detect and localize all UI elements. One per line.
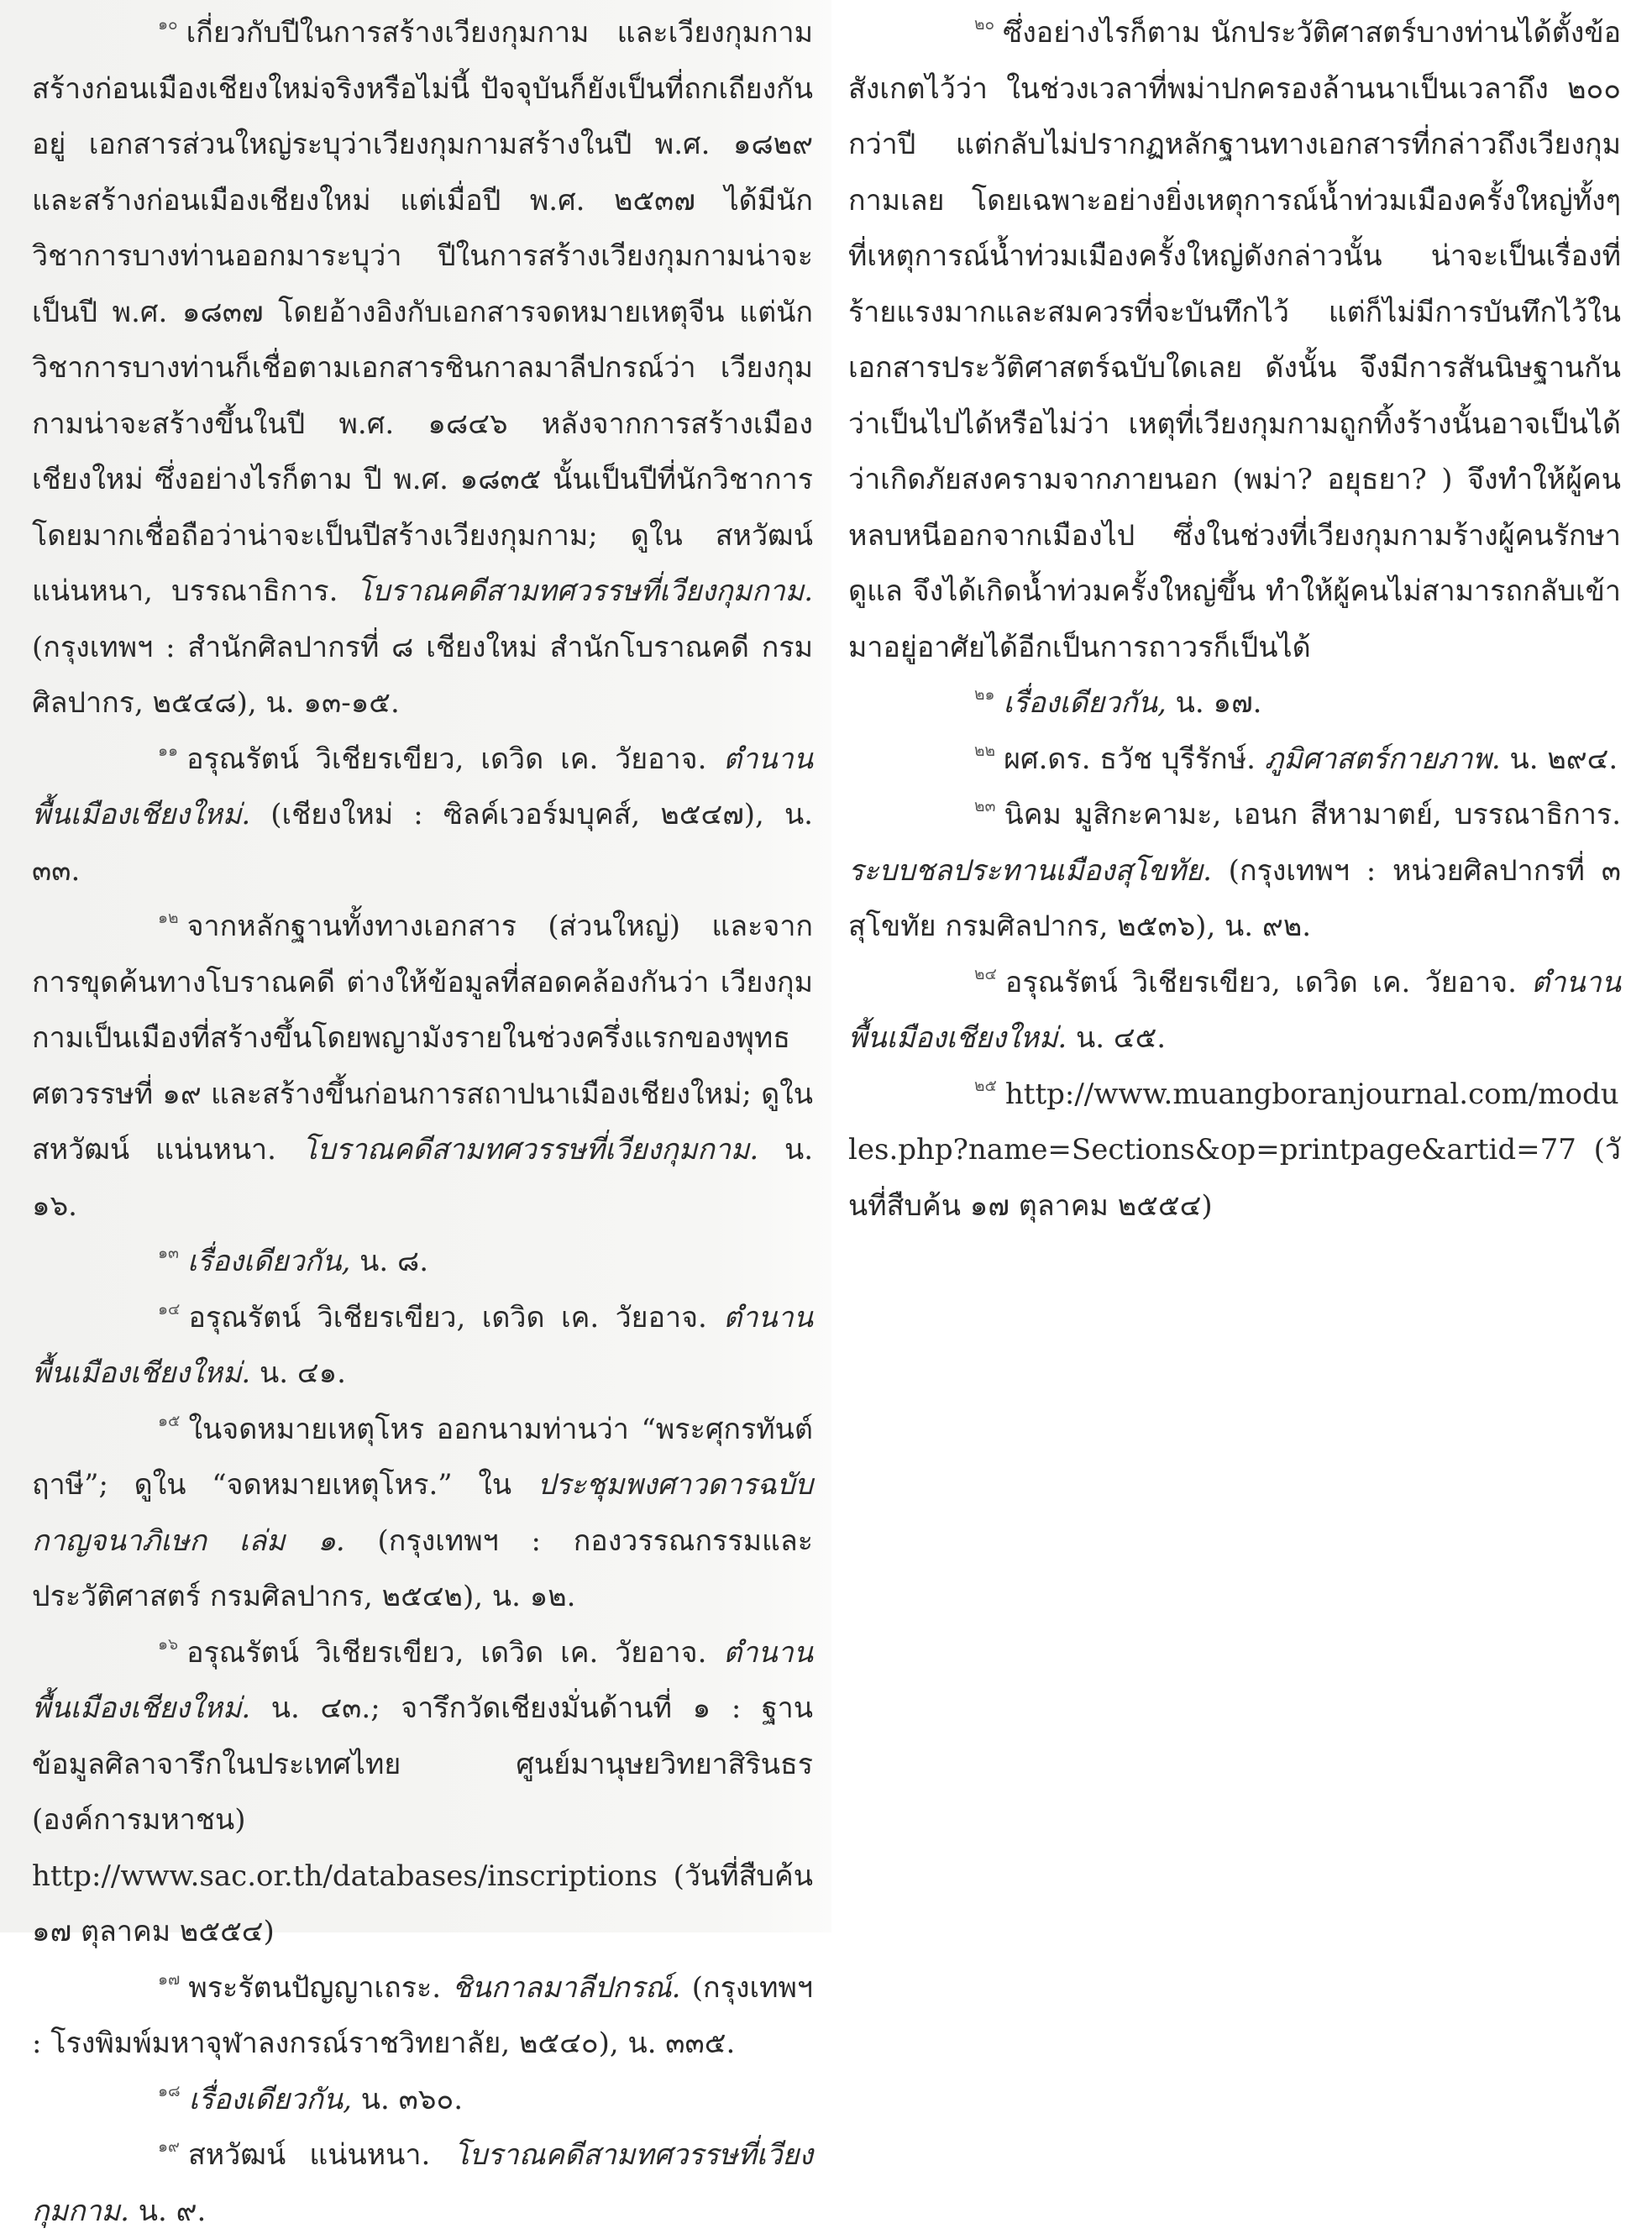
footnote (848, 5, 1621, 675)
footnote-text: (กรุงเทพฯ : โรงพิมพ์มหาจุฬาลงกรณ์ราชวิทยาลัย, ๒๕๔๐), น. ๓๓๕. (32, 1970, 814, 2060)
footnote-text: ผศ.ดร. ธวัช บุรีรักษ์. (1004, 742, 1265, 776)
footnote-title-italic: เรื่องเดียวกัน, (188, 2082, 352, 2116)
footnote-text: น. ๑๗. (1166, 686, 1262, 720)
footnote (32, 1290, 813, 1402)
footnote-text: (กรุงเทพฯ : กองวรรณกรรมและประวัติศาสตร์ กรมศิลปากร, ๒๕๔๒), น. ๑๒. (32, 1523, 813, 1613)
footnote-title-italic: โบราณคดีสามทศวรรษที่เวียงกุมกาม. (302, 1133, 759, 1167)
footnote-number: ๑๐ (158, 15, 178, 34)
footnote-title-italic: ตำนานพื้นเมืองเชียงใหม่. (32, 1300, 813, 1390)
footnote (848, 675, 1621, 731)
footnote-number: ๑๙ (158, 2137, 180, 2156)
footnote-title-italic: เรื่องเดียวกัน, (1003, 686, 1167, 720)
footnote-text: น. ๔๑. (250, 1356, 346, 1390)
footnote-text: (เชียงใหม่ : ซิลค์เวอร์มบุคส์, ๒๕๔๗), น. ๓๓. (32, 798, 813, 888)
footnote-number: ๑๕ (158, 1411, 181, 1430)
footnote (32, 899, 813, 1234)
footnote-text: (กรุงเทพฯ : หน่วยศิลปากรที่ ๓ สุโขทัย กรมศิลปากร, ๒๕๓๖), น. ๙๒. (848, 853, 1621, 943)
footnote (32, 731, 813, 899)
footnote-number: ๒๑ (974, 685, 995, 704)
footnote-title-italic: ชินกาลมาลีปกรณ์. (452, 1970, 681, 2005)
footnote-text: น. ๘. (350, 1245, 429, 1278)
footnote (848, 787, 1621, 955)
footnote-number: ๑๒ (158, 909, 179, 927)
footnote-text: อรุณรัตน์ วิเชียรเขียว, เดวิด เค. วัยอาจ. (188, 1300, 724, 1334)
footnote-title-italic: ตำนานพื้นเมืองเชียงใหม่. (32, 1635, 813, 1725)
footnote-text: น. ๔๓.; จารึกวัดเชียงมั่นด้านที่ ๑ : ฐานข้อมูลศิลาจารึกในประเทศไทย ศูนย์มานุษยวิทยาสิรินธร (องค์การมหาชน) http://www.sac.or.th/databases/inscriptions (วันที่สืบค้น ๑๗ ตุลาคม ๒๕๕๔) (32, 1691, 813, 1948)
footnote-number: ๒๕ (974, 1076, 997, 1095)
footnote-title-italic: ตำนานพื้นเมืองเชียงใหม่. (32, 742, 813, 831)
footnote-number: ๑๗ (158, 1969, 181, 1989)
footnote-text: http://www.muangboranjournal.com/modules.php?name=Sections&op=printpage&artid=77 (วันที่สืบค้น ๑๗ ตุลาคม ๒๕๕๔) (848, 1077, 1621, 1223)
footnote-title-italic: ภูมิศาสตร์กายภาพ. (1264, 742, 1501, 776)
footnote (32, 2072, 813, 2128)
footnote-text: นิคม มูสิกะคามะ, เอนก สีหามาตย์, บรรณาธิการ. (1004, 798, 1621, 831)
footnote-text: ในจดหมายเหตุโหร ออกนามท่านว่า “พระศุกรทันต์ฤาษี”; ดูใน “จดหมายเหตุโหร.” ใน (32, 1412, 813, 1502)
footnote-text: น. ๓๖๐. (351, 2082, 464, 2116)
footnote-number: ๑๘ (158, 2081, 181, 2100)
footnote-text: อรุณรัตน์ วิเชียรเขียว, เดวิด เค. วัยอาจ. (186, 1635, 724, 1670)
footnote-text: พระรัตนปัญญาเถระ. (188, 1970, 453, 2005)
footnote-text: ซึ่งอย่างไรก็ตาม นักประวัติศาสตร์บางท่านได้ตั้งข้อสังเกตไว้ว่า ในช่วงเวลาที่พม่าปกครองล้านนาเป็นเวลาถึง ๒๐๐ กว่าปี แต่กลับไม่ปรากฏหลักฐานทางเอกสารที่กล่าวถึงเวียงกุมกามเลย โดยเฉพาะอย่างยิ่งเหตุการณ์น้ำท่วมเมืองครั้งใหญ่ทั้งๆ ที่เหตุการณ์น้ำท่วมเมืองครั้งใหญ่ดังกล่าวนั้น น่าจะเป็นเรื่องที่ร้ายแรงมากและสมควรที่จะบันทึกไว้ แต่ก็ไม่มีการบันทึกไว้ในเอกสารประวัติศาสตร์ฉบับใดเลย ดังนั้น จึงมีการสันนิษฐานกันว่าเป็นไปได้หรือไม่ว่า เหตุที่เวียงกุมกามถูกทิ้งร้างนั้นอาจเป็นได้ว่าเกิดภัยสงครามจากภายนอก (พม่า? อยุธยา? ) จึงทำให้ผู้คนหลบหนีออกจากเมืองไป ซึ่งในช่วงที่เวียงกุมกามร้างผู้คนรักษาดูแล จึงได้เกิดน้ำท่วมครั้งใหญ่ขึ้น ทำให้ผู้คนไม่สามารถกลับเข้ามาอยู่อาศัยได้อีกเป็นการถาวรก็เป็นได้ (848, 16, 1621, 664)
footnote-number: ๒๐ (974, 15, 995, 34)
footnote (848, 731, 1621, 788)
footnote-text: จากหลักฐานทั้งทางเอกสาร (ส่วนใหญ่) และจากการขุดค้นทางโบราณคดี ต่างให้ข้อมูลที่สอดคล้องกันว่า เวียงกุมกามเป็นเมืองที่สร้างขึ้นโดยพญามังรายในช่วงครึ่งแรกของพุทธศตวรรษที่ ๑๙ และสร้างขึ้นก่อนการสถาปนาเมืองเชียงใหม่; ดูใน สหวัฒน์ แน่นหนา. (32, 910, 813, 1167)
footnote-number: ๒๒ (974, 741, 996, 760)
footnote-text: น. ๔๕. (1067, 1021, 1167, 1055)
footnote-title-italic: เรื่องเดียวกัน, (187, 1245, 351, 1278)
footnote-text: เกี่ยวกับปีในการสร้างเวียงกุมกาม และเวียงกุมกามสร้างก่อนเมืองเชียงใหม่จริงหรือไม่นี้ ปัจจุบันก็ยังเป็นที่ถกเถียงกันอยู่ เอกสารส่วนใหญ่ระบุว่าเวียงกุมกามสร้างในปี พ.ศ. ๑๘๒๙ และสร้างก่อนเมืองเชียงใหม่ แต่เมื่อปี พ.ศ. ๒๕๓๗ ได้มีนักวิชาการบางท่านออกมาระบุว่า ปีในการสร้างเวียงกุมกามน่าจะเป็นปี พ.ศ. ๑๘๓๗ โดยอ้างอิงกับเอกสารจดหมายเหตุจีน แต่นักวิชาการบางท่านก็เชื่อตามเอกสารชินกาลมาลีปกรณ์ว่า เวียงกุมกามน่าจะสร้างขึ้นในปี พ.ศ. ๑๘๔๖ หลังจากการสร้างเมืองเชียงใหม่ ซึ่งอย่างไรก็ตาม ปี พ.ศ. ๑๘๓๕ นั้นเป็นปีที่นักวิชาการโดยมากเชื่อถือว่าน่าจะเป็นปีสร้างเวียงกุมกาม; ดูใน สหวัฒน์ แน่นหนา, บรรณาธิการ. (32, 16, 813, 608)
left-footnote-column (32, 5, 813, 2239)
footnote-number: ๑๓ (158, 1244, 180, 1262)
footnote-text: สหวัฒน์ แน่นหนา. (187, 2138, 454, 2172)
footnote (32, 1625, 813, 1960)
footnote (32, 1960, 813, 2072)
footnote-number: ๑๖ (158, 1634, 179, 1654)
footnote-title-italic: ประชุมพงศาวดารฉบับกาญจนาภิเษก เล่ม ๑. (32, 1468, 813, 1558)
footnote-title-italic: ระบบชลประทานเมืองสุโขทัย. (848, 853, 1212, 888)
right-footnote-column (848, 5, 1621, 1234)
footnote (32, 2127, 813, 2239)
footnote-number: ๒๔ (974, 964, 997, 983)
footnote-number: ๒๓ (974, 797, 996, 815)
footnote-text: น. ๑๖. (32, 1133, 814, 1223)
footnote (848, 955, 1621, 1067)
footnote-title-italic: โบราณคดีสามทศวรรษที่เวียงกุมกาม. (356, 574, 813, 608)
footnote-text: น. ๙. (128, 2194, 207, 2228)
footnote-number: ๑๔ (158, 1299, 181, 1319)
footnote-text: (กรุงเทพฯ : สำนักศิลปากรที่ ๘ เชียงใหม่ สำนักโบราณคดี กรมศิลปากร, ๒๕๔๘), น. ๑๓-๑๕. (32, 630, 813, 720)
footnote (32, 1234, 813, 1290)
footnote-text: อรุณรัตน์ วิเชียรเขียว, เดวิด เค. วัยอาจ. (1004, 965, 1532, 999)
footnote-title-italic: ตำนานพื้นเมืองเชียงใหม่. (848, 965, 1621, 1055)
footnote-number: ๑๑ (158, 741, 179, 760)
footnote-text: น. ๒๙๔. (1500, 742, 1618, 776)
footnote-text: อรุณรัตน์ วิเชียรเขียว, เดวิด เค. วัยอาจ. (186, 742, 724, 776)
footnote-title-italic: โบราณคดีสามทศวรรษที่เวียงกุมกาม. (32, 2138, 813, 2228)
footnote (848, 1067, 1621, 1235)
footnote (32, 1402, 813, 1625)
footnote (32, 5, 813, 731)
